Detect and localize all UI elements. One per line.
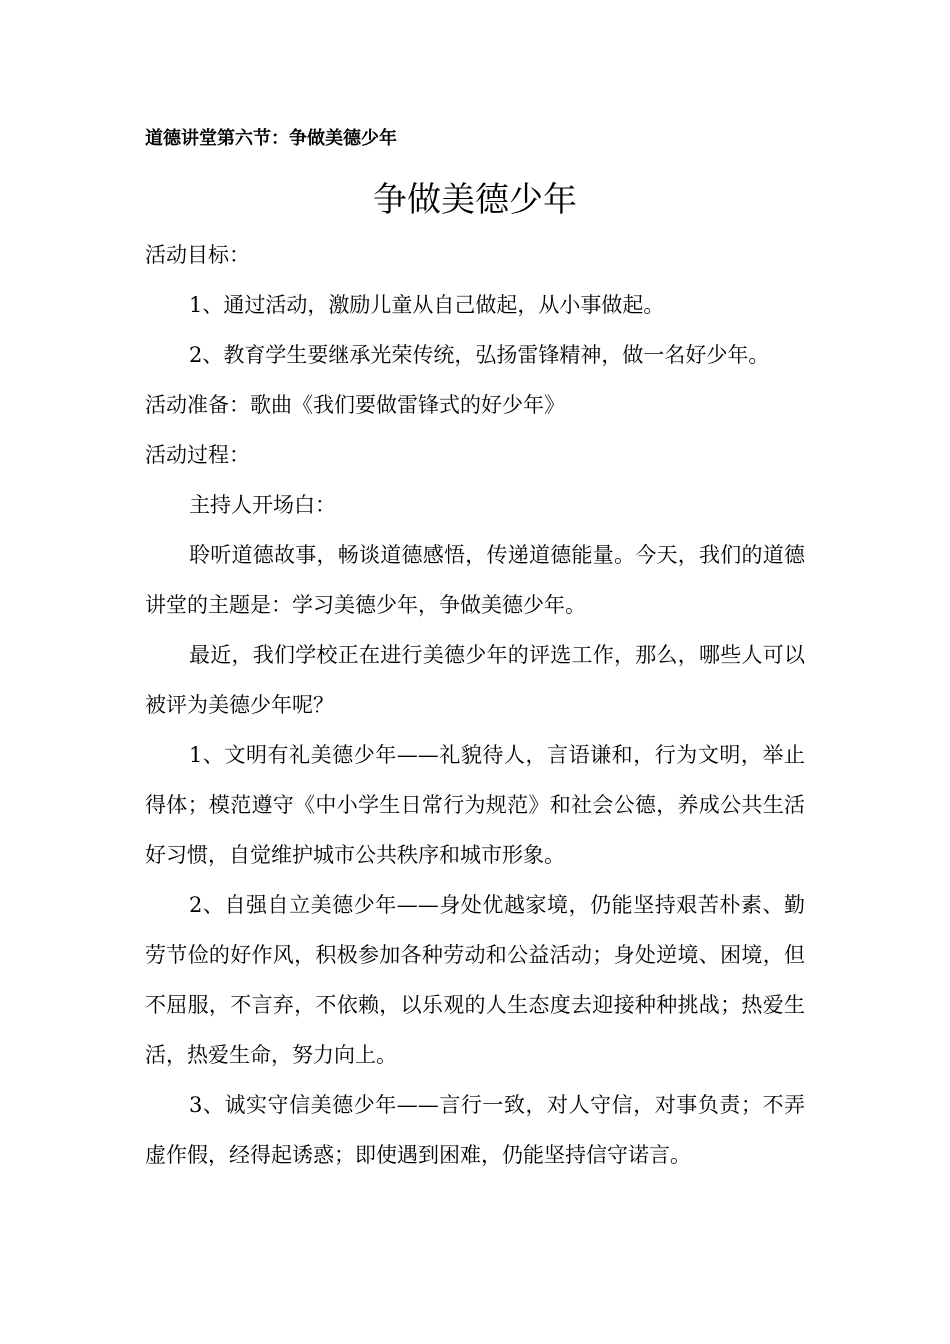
paragraph-opening-speech: 聆听道德故事，畅谈道德感悟，传递道德能量。今天，我们的道德讲堂的主题是：学习美德少年，争做美德少年。	[145, 543, 805, 617]
paragraph-objective-2: 2、教育学生要继承光荣传统，弘扬雷锋精神，做一名好少年。	[189, 343, 770, 367]
paragraph-objectives-heading: 活动目标：	[145, 243, 250, 267]
document-title: 争做美德少年	[373, 180, 577, 220]
paragraph-criterion-2: 2、自强自立美德少年——身处优越家境，仍能坚持艰苦朴素、勤劳节俭的好作风，积极参加各种劳动和公益活动；身处逆境、困境，但不屈服，不言弃，不依赖，以乐观的人生态度去迎接种种挑战；热爱生活，热爱生命，努力向上。	[145, 893, 805, 1067]
paragraph-host-opening: 主持人开场白：	[189, 493, 336, 517]
paragraph-criterion-1: 1、文明有礼美德少年——礼貌待人，言语谦和，行为文明，举止得体；模范遵守《中小学生日常行为规范》和社会公德，养成公共生活好习惯，自觉维护城市公共秩序和城市形象。	[145, 743, 805, 867]
paragraph-process-heading: 活动过程：	[145, 443, 250, 467]
paragraph-preparation: 活动准备：歌曲《我们要做雷锋式的好少年》	[145, 393, 565, 417]
section-header: 道德讲堂第六节：争做美德少年	[145, 128, 397, 149]
paragraph-selection-intro: 最近，我们学校正在进行美德少年的评选工作，那么，哪些人可以被评为美德少年呢？	[145, 643, 805, 717]
paragraph-criterion-3: 3、诚实守信美德少年——言行一致，对人守信，对事负责；不弄虚作假，经得起诱惑；即使遇到困难，仍能坚持信守诺言。	[145, 1093, 805, 1167]
document-body	[145, 230, 805, 1180]
paragraph-objective-1: 1、通过活动，激励儿童从自己做起，从小事做起。	[189, 293, 665, 317]
